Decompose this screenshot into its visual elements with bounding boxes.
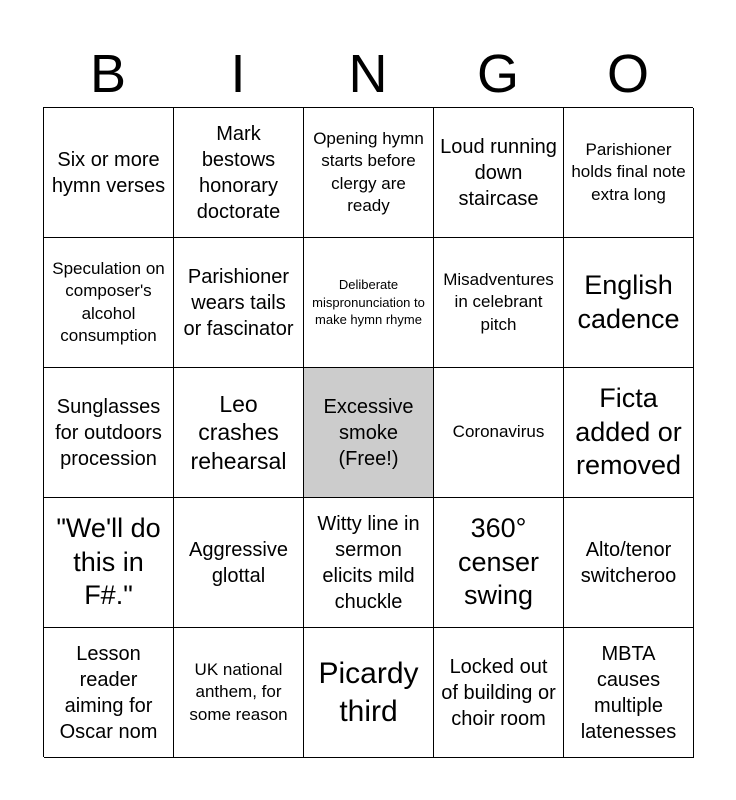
bingo-cell[interactable]: MBTA causes multiple latenesses: [564, 628, 694, 758]
bingo-cell[interactable]: Leo crashes rehearsal: [174, 368, 304, 498]
bingo-cell[interactable]: Mark bestows honorary doctorate: [174, 108, 304, 238]
bingo-cell[interactable]: English cadence: [564, 238, 694, 368]
bingo-board: [43, 107, 693, 757]
bingo-cell[interactable]: Picardy third: [304, 628, 434, 758]
bingo-cell[interactable]: Parishioner wears tails or fascinator: [174, 238, 304, 368]
bingo-header: [43, 40, 693, 108]
bingo-cell[interactable]: Speculation on composer's alcohol consumption: [44, 238, 174, 368]
header-letter-n: N: [348, 44, 388, 104]
bingo-cell[interactable]: "We'll do this in F#.": [44, 498, 174, 628]
bingo-cell[interactable]: Ficta added or removed: [564, 368, 694, 498]
bingo-cell[interactable]: Coronavirus: [434, 368, 564, 498]
bingo-cell[interactable]: Locked out of building or choir room: [434, 628, 564, 758]
bingo-cell[interactable]: Loud running down staircase: [434, 108, 564, 238]
bingo-cell[interactable]: Misadventures in celebrant pitch: [434, 238, 564, 368]
header-letter-b: B: [89, 44, 127, 104]
bingo-cell[interactable]: Deliberate mispronunciation to make hymn rhyme: [304, 238, 434, 368]
bingo-cell[interactable]: Alto/tenor switcheroo: [564, 498, 694, 628]
bingo-cell[interactable]: Opening hymn starts before clergy are ready: [304, 108, 434, 238]
bingo-cell[interactable]: 360° censer swing: [434, 498, 564, 628]
header-letter-o: O: [606, 44, 649, 104]
header-letter-i: I: [230, 44, 246, 104]
bingo-cell[interactable]: Witty line in sermon elicits mild chuckle: [304, 498, 434, 628]
bingo-cell[interactable]: UK national anthem, for some reason: [174, 628, 304, 758]
bingo-cell[interactable]: Sunglasses for outdoors procession: [44, 368, 174, 498]
bingo-cell[interactable]: Six or more hymn verses: [44, 108, 174, 238]
free-space-cell[interactable]: Excessive smoke (Free!): [304, 368, 434, 498]
bingo-cell[interactable]: Lesson reader aiming for Oscar nom: [44, 628, 174, 758]
header-letter-g: G: [476, 44, 519, 104]
bingo-cell[interactable]: Aggressive glottal: [174, 498, 304, 628]
bingo-cell[interactable]: Parishioner holds final note extra long: [564, 108, 694, 238]
